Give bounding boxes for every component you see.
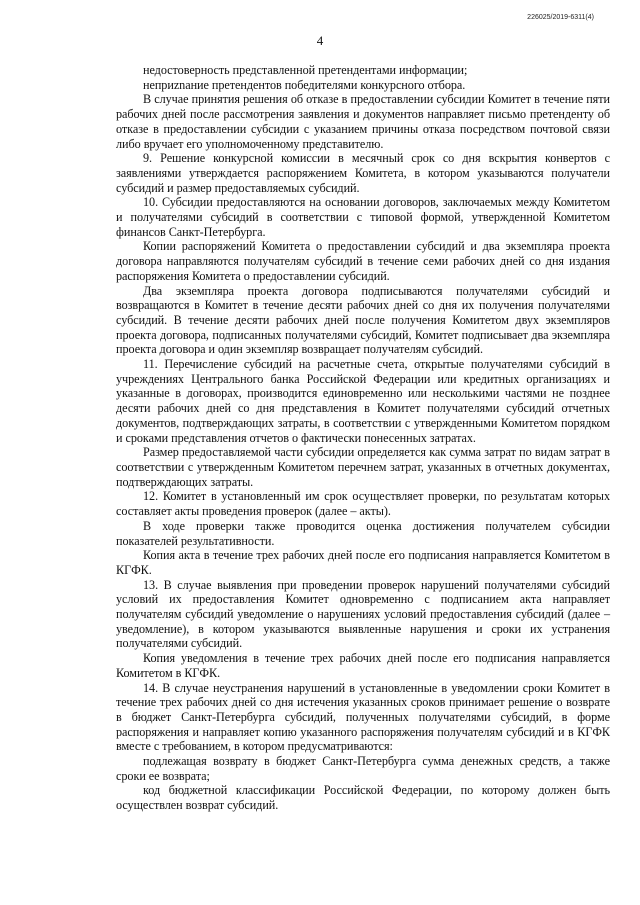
paragraph-item-11: 11. Перечисление субсидий на расчетные счета, открытые получателями субсидий в учреждениях Центрального банка Российской Федерации или кредитных организациях и указанные в договорах, производится единовременно или несколькими частями не позднее десяти рабочих дней со дня представления в Комитет получателями субсидий отчетных документов, подтверждающих затраты, в соответствии с утвержденными Комитетом порядком и сроками представления отчетов о фактически понесенных затратах. [116, 357, 610, 445]
paragraph-budget-code: код бюджетной классификации Российской Федерации, по которому должен быть осуществлен возврат субсидий. [116, 783, 610, 813]
document-body [116, 63, 610, 813]
paragraph-refund-amount: подлежащая возврату в бюджет Санкт-Петербурга сумма денежных средств, а также сроки ее возврата; [116, 754, 610, 783]
paragraph-refusal-notice: В случае принятия решения об отказе в предоставлении субсидии Комитет в течение пяти рабочих дней после рассмотрения заявления и документов направляет письмо претенденту об отказе в предоставлении субсидии с указанием причины отказа посредством почтовой связи либо вручает его уполномоченному представителю. [116, 92, 610, 151]
page-number: 4 [316, 33, 324, 48]
paragraph-act-copy: Копия акта в течение трех рабочих дней после его подписания направляется Комитетом в КГФК. [116, 548, 610, 577]
paragraph-item-9: 9. Решение конкурсной комиссии в месячный срок со дня вскрытия конвертов с заявлениями утверждается распоряжением Комитета, в котором указываются получатели субсидий и размер предоставляемых субсидий. [116, 151, 610, 195]
paragraph-order-copies: Копии распоряжений Комитета о предоставлении субсидий и два экземпляра проекта договора направляются получателям субсидий в течение семи рабочих дней со дня издания распоряжения Комитета о предоставлении субсидий. [116, 239, 610, 283]
paragraph-item-12: 12. Комитет в установленный им срок осуществляет проверки, по результатам которых составляет акты проведения проверок (далее – акты). [116, 489, 610, 519]
paragraph-item-13: 13. В случае выявления при проведении проверок нарушений получателями субсидий условий их предоставления Комитет одновременно с подписанием акта направляет получателям субсидий уведомление о нарушениях условий предоставления субсидий (далее – уведомление), в котором указываются выявленные нарушения и сроки их устранения получателями субсидий. [116, 577, 610, 651]
paragraph-item-10: 10. Субсидии предоставляются на основании договоров, заключаемых между Комитетом и получателями субсидий в соответствии с типовой формой, утвержденной Комитетом финансов Санкт-Петербурга. [116, 195, 610, 239]
paragraph-performance-check: В ходе проверки также проводится оценка достижения получателем субсидии показателей результативности. [116, 518, 610, 548]
paragraph-subsidy-size: Размер предоставляемой части субсидии определяется как сумма затрат по видам затрат в соответствии с утвержденным Комитетом перечнем затрат, указанных в отчетных документах, подтверждающих затраты. [116, 445, 610, 489]
document-registration-number: 226025/2019-6311(4) [527, 14, 594, 21]
paragraph-item-14: 14. В случае неустранения нарушений в установленные в уведомлении сроки Комитет в течение трех рабочих дней со дня истечения указанных сроков принимает решение о возврате в бюджет Санкт-Петербурга субсидий, полученных получателями субсидий, в форме распоряжения и направляет копию указанного распоряжения получателям субсидий и в КГФК вместе с требованием, в котором предусматриваются: [116, 680, 610, 754]
paragraph-contract-signing: Два экземпляра проекта договора подписываются получателями субсидий и возвращаются в Комитет в течение десяти рабочих дней со дня их получения получателями субсидий. В течение десяти рабочих дней после получения Комитетом двух экземпляров проекта договора, подписанных получателями субсидий, Комитет подписывает два экземпляра проекта договора и один экземпляр возвращает получателям субсидий. [116, 283, 610, 357]
paragraph-notice-copy: Копия уведомления в течение трех рабочих дней после его подписания направляется Комитетом в КГФК. [116, 651, 610, 680]
paragraph-unreliable-info: недостоверность представленной претендентами информации; [143, 63, 468, 77]
paragraph-not-winners: неприznание претендентов победителями конкурсного отбора. [143, 77, 466, 92]
